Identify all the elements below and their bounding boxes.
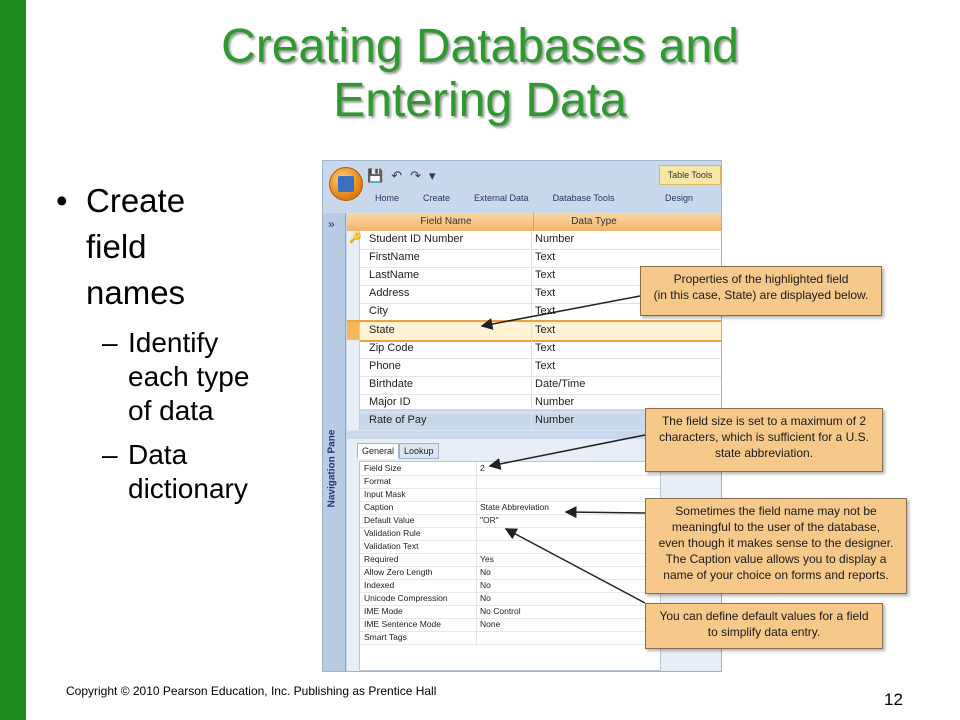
field-name-cell[interactable]: City — [369, 305, 388, 317]
subbullet-text: dictionary — [128, 473, 248, 504]
bullet-text: Create — [86, 182, 186, 219]
callout-highlighted-field — [640, 266, 882, 316]
property-value[interactable]: No — [480, 580, 491, 590]
callout-text: (in this case, State) are displayed below. — [653, 288, 869, 302]
data-type-cell[interactable]: Text — [535, 287, 556, 299]
bullet-text: names — [86, 274, 186, 311]
title-line-2: Entering Data — [333, 74, 627, 127]
field-name-cell[interactable]: LastName — [369, 269, 420, 281]
property-label: Allow Zero Length — [364, 567, 433, 577]
arrow-to-caption — [566, 512, 645, 513]
column-header-field-name[interactable]: Field Name — [420, 216, 472, 227]
tab-lookup[interactable]: Lookup — [399, 443, 439, 459]
field-name-cell[interactable]: Rate of Pay — [369, 414, 427, 426]
property-label: Unicode Compression — [364, 593, 448, 603]
table-tools-label: Table Tools — [659, 165, 721, 185]
property-label: Format — [364, 476, 391, 486]
property-label: Smart Tags — [364, 632, 407, 642]
dash-icon: – — [102, 439, 118, 470]
arrow-to-field-size — [490, 435, 645, 466]
tab-general[interactable]: General — [357, 443, 399, 459]
page-number: 12 — [884, 690, 903, 709]
property-value[interactable]: No — [480, 593, 491, 603]
title-line-1: Creating Databases and — [221, 20, 739, 73]
data-type-cell[interactable]: Text — [535, 269, 556, 281]
property-label: Validation Rule — [364, 528, 421, 538]
data-type-cell[interactable]: Number — [535, 414, 575, 426]
property-value[interactable]: No — [480, 567, 491, 577]
callout-text: Properties of the highlighted field — [673, 272, 849, 286]
callout-text: You can define default values for a field — [659, 609, 869, 623]
subbullet-text: of data — [128, 395, 214, 426]
tab-external-data[interactable]: External Data — [474, 193, 529, 203]
arrow-to-default-value — [506, 529, 645, 603]
data-type-cell[interactable]: Text — [535, 360, 556, 372]
field-name-cell[interactable]: Phone — [369, 360, 401, 372]
navigation-pane-label: Navigation Pane — [326, 429, 338, 508]
property-label: Field Size — [364, 463, 402, 473]
subbullet-text: Identify — [128, 327, 219, 358]
field-name-cell[interactable]: Major ID — [369, 396, 411, 408]
callout-text: The field size is set to a maximum of 2 — [661, 414, 867, 428]
subbullet-text: each type — [128, 361, 250, 392]
data-type-cell[interactable]: Text — [535, 342, 556, 354]
column-header-data-type[interactable]: Data Type — [533, 213, 654, 231]
field-name-cell[interactable]: Birthdate — [369, 378, 414, 390]
callout-text: meaningful to the user of the database, — [671, 520, 881, 534]
callout-text: Sometimes the field name may not be — [675, 504, 877, 518]
callout-text: even though it makes sense to the designer. — [658, 536, 894, 550]
subbullet-text: Data — [128, 439, 188, 470]
data-type-cell[interactable]: Number — [535, 396, 575, 408]
primary-key-icon: 🔑 — [349, 233, 362, 244]
redo-icon[interactable]: ↷ — [410, 168, 421, 183]
field-name-cell[interactable]: State — [369, 324, 395, 336]
property-value[interactable]: No Control — [480, 606, 521, 616]
bullet-text: field — [86, 228, 147, 265]
data-type-cell[interactable]: Text — [535, 251, 556, 263]
data-type-cell[interactable]: Date/Time — [535, 378, 586, 390]
property-value[interactable]: Yes — [480, 554, 494, 564]
data-type-cell[interactable]: Number — [535, 233, 575, 245]
callout-text: name of your choice on forms and reports. — [663, 568, 889, 582]
property-label: IME Mode — [364, 606, 403, 616]
copyright-notice: Copyright © 2010 Pearson Education, Inc. Publishing as Prentice Hall — [66, 684, 437, 698]
property-value[interactable]: "OR" — [480, 515, 499, 525]
property-value[interactable]: None — [480, 619, 501, 629]
callout-default-value — [645, 603, 883, 649]
data-type-cell[interactable]: Text — [535, 305, 556, 317]
field-name-cell[interactable]: FirstName — [369, 251, 420, 263]
callout-text: to simplify data entry. — [707, 625, 821, 639]
property-label: Default Value — [364, 515, 415, 525]
bullet-dot-icon: • — [56, 182, 68, 219]
undo-icon[interactable]: ↶ — [391, 168, 403, 183]
arrow-to-state-row — [482, 296, 640, 326]
field-name-cell[interactable]: Zip Code — [369, 342, 414, 354]
tab-design[interactable]: Design — [665, 193, 694, 203]
dash-icon: – — [102, 327, 118, 358]
field-name-cell[interactable]: Address — [369, 287, 410, 299]
callout-caption — [645, 498, 907, 594]
property-label: Indexed — [364, 580, 395, 590]
property-label: Required — [364, 554, 399, 564]
callout-text: The Caption value allows you to display a — [665, 552, 887, 566]
data-type-cell[interactable]: Text — [535, 324, 556, 336]
field-name-cell[interactable]: Student ID Number — [369, 233, 464, 245]
customize-toolbar-icon[interactable]: ▾ — [429, 168, 436, 183]
property-label: Caption — [364, 502, 394, 512]
callout-field-size — [645, 408, 883, 472]
callout-text: characters, which is sufficient for a U.S. — [659, 430, 869, 444]
property-label: Validation Text — [364, 541, 419, 551]
property-value[interactable]: State Abbreviation — [480, 502, 549, 512]
tab-database-tools[interactable]: Database Tools — [552, 193, 615, 203]
save-icon[interactable]: 💾 — [367, 168, 384, 183]
property-label: Input Mask — [364, 489, 406, 499]
property-value[interactable]: 2 — [480, 463, 485, 473]
tab-home[interactable]: Home — [375, 193, 400, 203]
property-label: IME Sentence Mode — [364, 619, 442, 629]
expand-chevron-icon[interactable]: » — [328, 217, 335, 231]
callout-text: state abbreviation. — [714, 446, 814, 460]
tab-create[interactable]: Create — [423, 193, 451, 203]
